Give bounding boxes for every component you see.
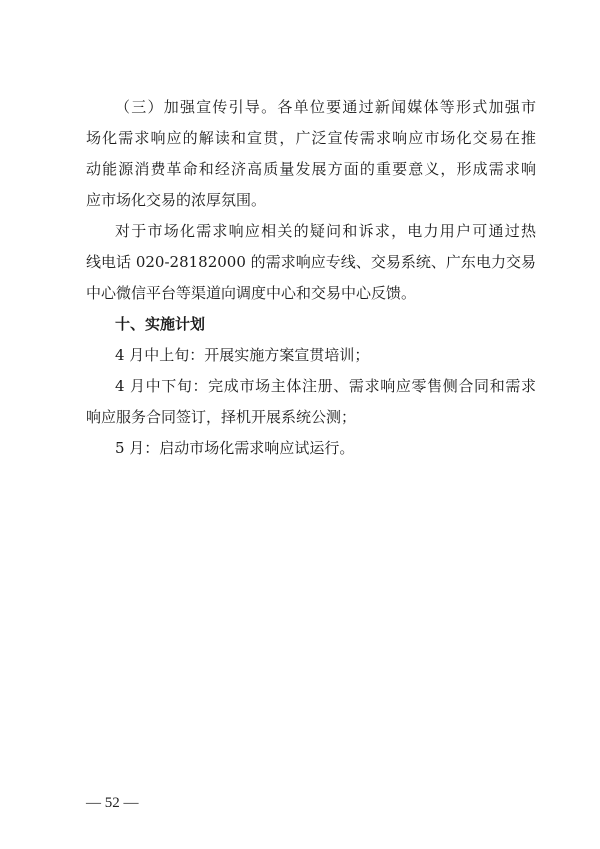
para1-line-3: 动能源消费革命和经济高质量发展方面的重要意义，形成需求响 <box>86 160 536 178</box>
plan-item-1: 4 月中上旬：开展实施方案宣贯培训； <box>115 346 370 364</box>
plan-item-3: 5 月：启动市场化需求响应试运行。 <box>115 439 355 457</box>
para1-line-4: 应市场化交易的浓厚氛围。 <box>86 191 267 209</box>
para1-line-1: （三）加强宣传引导。各单位要通过新闻媒体等形式加强市 <box>115 98 536 116</box>
para2-line-2: 线电话 020-28182000 的需求响应专线、交易系统、广东电力交易 <box>86 253 536 271</box>
para2-line-3: 中心微信平台等渠道向调度中心和交易中心反馈。 <box>86 284 417 302</box>
plan-item-2-cont: 响应服务合同签订，择机开展系统公测； <box>86 408 357 426</box>
page-number: — 52 — <box>86 795 139 811</box>
para1-line-2: 场化需求响应的解读和宣贯，广泛宣传需求响应市场化交易在推 <box>86 129 536 147</box>
plan-item-2: 4 月中下旬：完成市场主体注册、需求响应零售侧合同和需求 <box>115 377 536 395</box>
section-heading: 十、实施计划 <box>115 315 206 333</box>
para2-line-1: 对于市场化需求响应相关的疑问和诉求，电力用户可通过热 <box>115 222 536 240</box>
